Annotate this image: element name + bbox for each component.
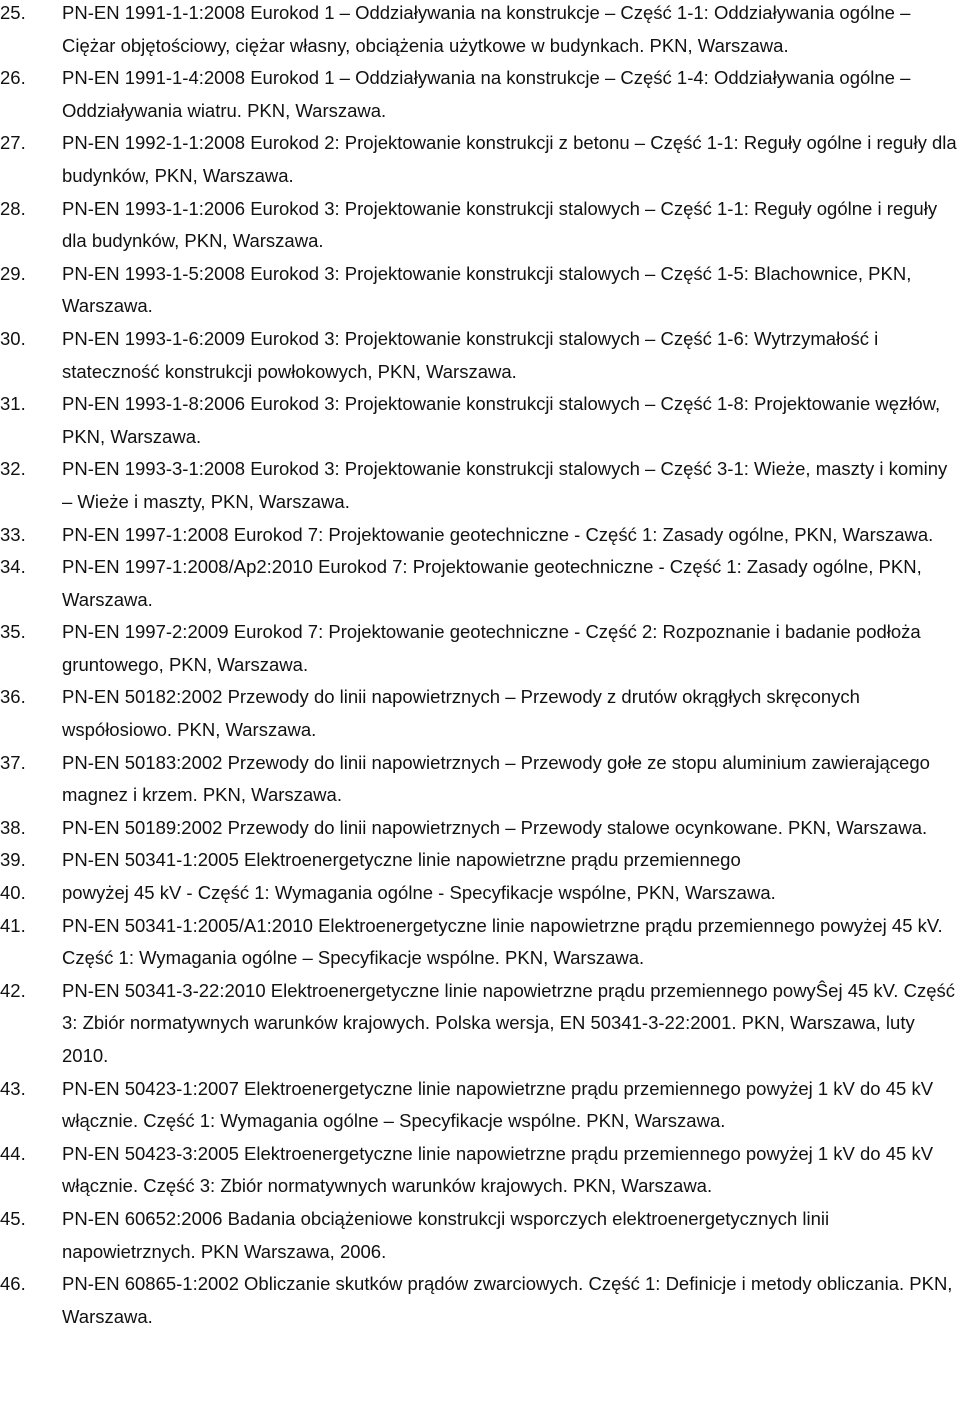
reference-item [0,844,960,877]
reference-text: PN-EN 50341-1:2005 Elektroenergetyczne linie napowietrzne prądu przemiennego [62,849,741,871]
reference-number: 45. [0,1207,26,1229]
reference-number: 36. [0,686,26,708]
reference-item [0,388,960,453]
reference-item [0,62,960,127]
reference-text: PN-EN 1997-1:2008/Ap2:2010 Eurokod 7: Projektowanie geotechniczne - Część 1: Zasady ogólne, PKN, Warszawa. [62,556,922,610]
reference-number: 26. [0,67,26,89]
reference-number: 29. [0,262,26,284]
reference-number: 33. [0,523,26,545]
reference-item [0,1203,960,1268]
reference-number: 27. [0,132,26,154]
reference-number: 37. [0,751,26,773]
reference-item [0,453,960,518]
reference-number: 34. [0,556,26,578]
reference-text: PN-EN 60865-1:2002 Obliczanie skutków prądów zwarciowych. Część 1: Definicje i metody obliczania. PKN, Warszawa. [62,1273,953,1327]
reference-number: 42. [0,979,26,1001]
reference-number: 31. [0,393,26,415]
reference-item [0,681,960,746]
reference-item [0,193,960,258]
reference-item [0,747,960,812]
reference-item [0,1268,960,1333]
reference-text: PN-EN 1992-1-1:2008 Eurokod 2: Projektowanie konstrukcji z betonu – Część 1-1: Reguły ogólne i reguły dla budynków, PKN, Warszawa. [62,132,957,186]
reference-text: PN-EN 50423-1:2007 Elektroenergetyczne linie napowietrzne prądu przemiennego powyżej 1 kV do 45 kV włącznie. Część 1: Wymagania ogólne – Specyfikacje wspólne. PKN, Warszawa. [62,1077,934,1132]
reference-number: 35. [0,621,26,643]
reference-text: PN-EN 50182:2002 Przewody do linii napowietrznych – Przewody z drutów okrągłych skręconych współosiowo. PKN, Warszawa. [62,686,860,741]
reference-item [0,1073,960,1138]
reference-text: PN-EN 1997-2:2009 Eurokod 7: Projektowanie geotechniczne - Część 2: Rozpoznanie i badanie podłoża gruntowego, PKN, Warszawa. [62,621,921,675]
reference-number: 38. [0,816,26,838]
reference-number: 25. [0,2,26,23]
reference-text: PN-EN 1991-1-1:2008 Eurokod 1 – Oddziaływania na konstrukcje – Część 1-1: Oddziaływania ogólne – Ciężar objętościowy, ciężar własny, obciążenia użytkowe w budynkach. PKN, Warszawa. [62,2,911,56]
reference-number: 32. [0,458,26,480]
reference-item [0,812,960,845]
reference-text: PN-EN 1993-1-8:2006 Eurokod 3: Projektowanie konstrukcji stalowych – Część 1-8: Projektowanie węzłów, PKN, Warszawa. [62,393,941,447]
reference-number: 40. [0,882,26,904]
reference-item [0,877,960,910]
reference-text: PN-EN 50423-3:2005 Elektroenergetyczne linie napowietrzne prądu przemiennego powyżej 1 kV do 45 kV włącznie. Część 3: Zbiór normatywnych warunków krajowych. PKN, Warszawa. [62,1142,934,1197]
reference-text: PN-EN 60652:2006 Badania obciążeniowe konstrukcji wsporczych elektroenergetycznych linii napowietrznych. PKN Warszawa, 2006. [62,1207,830,1262]
reference-number: 41. [0,914,26,936]
reference-number: 30. [0,327,26,349]
reference-item [0,910,960,975]
reference-item [0,1138,960,1203]
reference-item [0,975,960,1073]
reference-text: PN-EN 1993-3-1:2008 Eurokod 3: Projektowanie konstrukcji stalowych – Część 3-1: Wieże, maszty i kominy – Wieże i maszty, PKN, Warszawa. [62,458,948,512]
reference-text: PN-EN 1993-1-6:2009 Eurokod 3: Projektowanie konstrukcji stalowych – Część 1-6: Wytrzymałość i stateczność konstrukcji powłokowych, PKN, Warszawa. [62,327,879,382]
reference-number: 46. [0,1273,26,1295]
reference-item [0,127,960,192]
reference-item [0,616,960,681]
reference-text: powyżej 45 kV - Część 1: Wymagania ogólne - Specyfikacje wspólne, PKN, Warszawa. [62,882,776,904]
reference-item [0,0,960,62]
reference-number: 43. [0,1077,26,1099]
reference-text: PN-EN 1993-1-1:2006 Eurokod 3: Projektowanie konstrukcji stalowych – Część 1-1: Reguły ogólne i reguły dla budynków, PKN, Warszawa. [62,197,938,252]
reference-text: PN-EN 1993-1-5:2008 Eurokod 3: Projektowanie konstrukcji stalowych – Część 1-5: Blachownice, PKN, Warszawa. [62,262,912,317]
reference-text: PN-EN 1991-1-4:2008 Eurokod 1 – Oddziaływania na konstrukcje – Część 1-4: Oddziaływania ogólne – Oddziaływania wiatru. PKN, Warszawa. [62,67,911,121]
reference-item [0,258,960,323]
reference-item [0,551,960,616]
reference-number: 44. [0,1142,26,1164]
reference-text: PN-EN 1997-1:2008 Eurokod 7: Projektowanie geotechniczne - Część 1: Zasady ogólne, PKN, Warszawa. [62,523,934,545]
reference-text: PN-EN 50189:2002 Przewody do linii napowietrznych – Przewody stalowe ocynkowane. PKN, Warszawa. [62,816,928,838]
reference-item [0,519,960,552]
reference-item [0,323,960,388]
reference-text: PN-EN 50341-3-22:2010 Elektroenergetyczne linie napowietrzne prądu przemiennego powyŜej 45 kV. Część 3: Zbiór normatywnych warunków krajowych. Polska wersja, EN 50341-3-22:2001. PKN, Warszawa, luty 2010. [62,979,955,1066]
reference-number: 39. [0,849,26,871]
reference-number: 28. [0,197,26,219]
reference-text: PN-EN 50183:2002 Przewody do linii napowietrznych – Przewody gołe ze stopu aluminium zawierającego magnez i krzem. PKN, Warszawa. [62,751,930,806]
reference-text: PN-EN 50341-1:2005/A1:2010 Elektroenergetyczne linie napowietrzne prądu przemiennego powyżej 45 kV. Część 1: Wymagania ogólne – Specyfikacje wspólne. PKN, Warszawa. [62,914,943,969]
